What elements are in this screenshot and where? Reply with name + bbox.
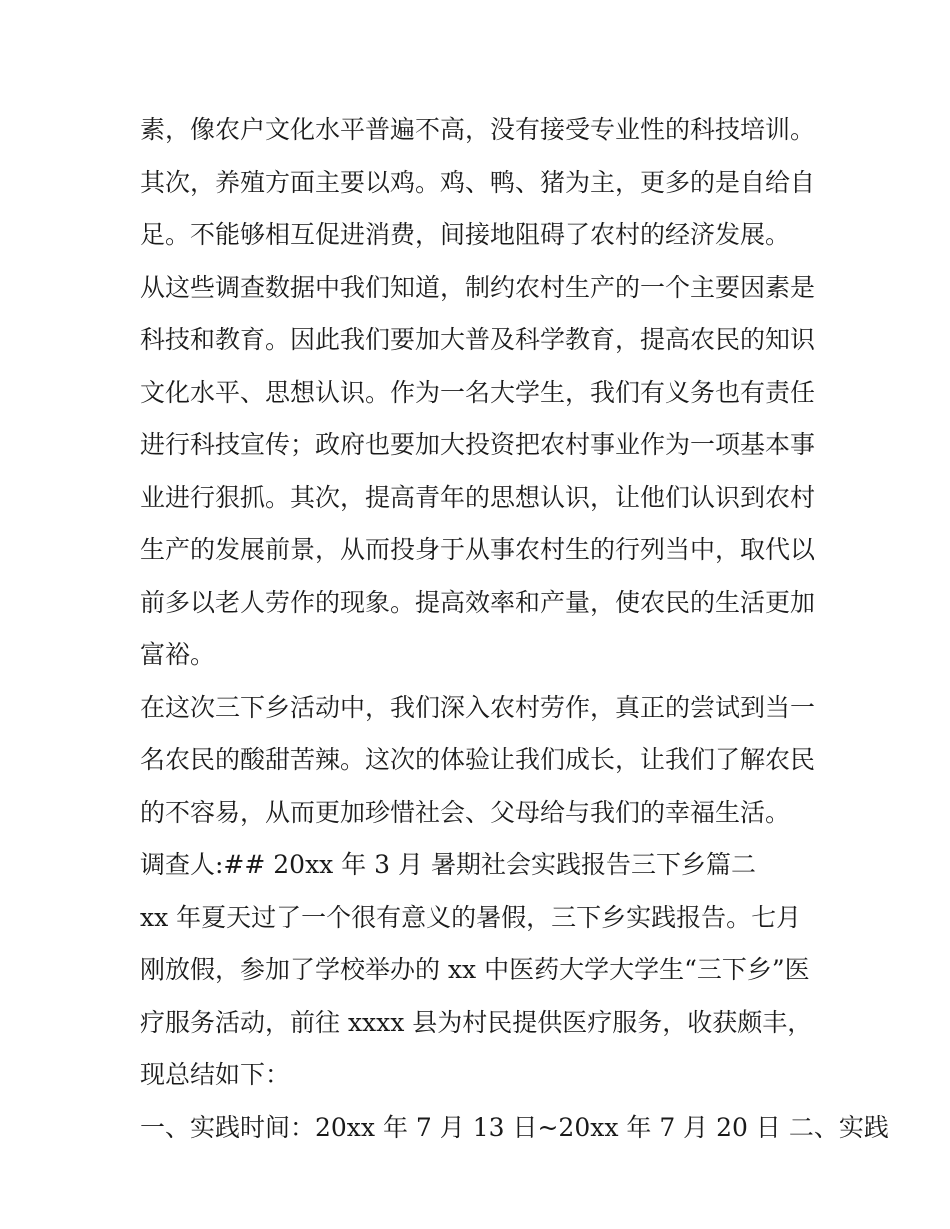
text-line: 刚放假，参加了学校举办的 xx 中医药大学大学生“三下乡”医 [140, 955, 810, 984]
document-body [140, 104, 889, 1154]
text-line: 业进行狠抓。其次，提高青年的思想认识，让他们认识到农村 [140, 482, 816, 512]
text-line: 从这些调查数据中我们知道，制约农村生产的一个主要因素是 [140, 272, 816, 302]
text-line: 前多以老人劳作的现象。提高效率和产量，使农民的生活更加 [140, 587, 816, 617]
text-line: 富裕。 [140, 640, 216, 669]
text-line: 的不容易，从而更加珍惜社会、父母给与我们的幸福生活。 [140, 797, 791, 827]
text-line: 疗服务活动，前往 xxxx 县为村民提供医疗服务，收获颇丰， [140, 1007, 813, 1037]
text-line: 名农民的酸甜苦辣。这次的体验让我们成长，让我们了解农民 [140, 745, 816, 774]
text-line: 现总结如下： [140, 1060, 291, 1089]
text-line: xx 年夏天过了一个很有意义的暑假，三下乡实践报告。七月 [140, 902, 802, 932]
text-line: 足。不能够相互促进消费，间接地阻碍了农村的经济发展。 [140, 220, 791, 249]
text-line: 科技和教育。因此我们要加大普及科学教育，提高农民的知识 [140, 325, 816, 354]
text-line: 一、实践时间：20xx 年 7 月 13 日~20xx 年 7 月 20 日 二、实践 [140, 1112, 889, 1142]
text-line: 文化水平、思想认识。作为一名大学生，我们有义务也有责任 [140, 377, 816, 407]
text-line: 其次，养殖方面主要以鸡。鸡、鸭、猪为主，更多的是自给自 [140, 167, 816, 197]
text-line: 进行科技宣传；政府也要加大投资把农村事业作为一项基本事 [140, 430, 816, 459]
text-line: 调查人:## 20xx 年 3 月 暑期社会实践报告三下乡篇二 [140, 850, 756, 879]
text-line: 生产的发展前景，从而投身于从事农村生的行列当中，取代以 [140, 535, 816, 564]
text-line: 素，像农户文化水平普遍不高，没有接受专业性的科技培训。 [140, 115, 816, 144]
text-line: 在这次三下乡活动中，我们深入农村劳作，真正的尝试到当一 [140, 692, 816, 722]
